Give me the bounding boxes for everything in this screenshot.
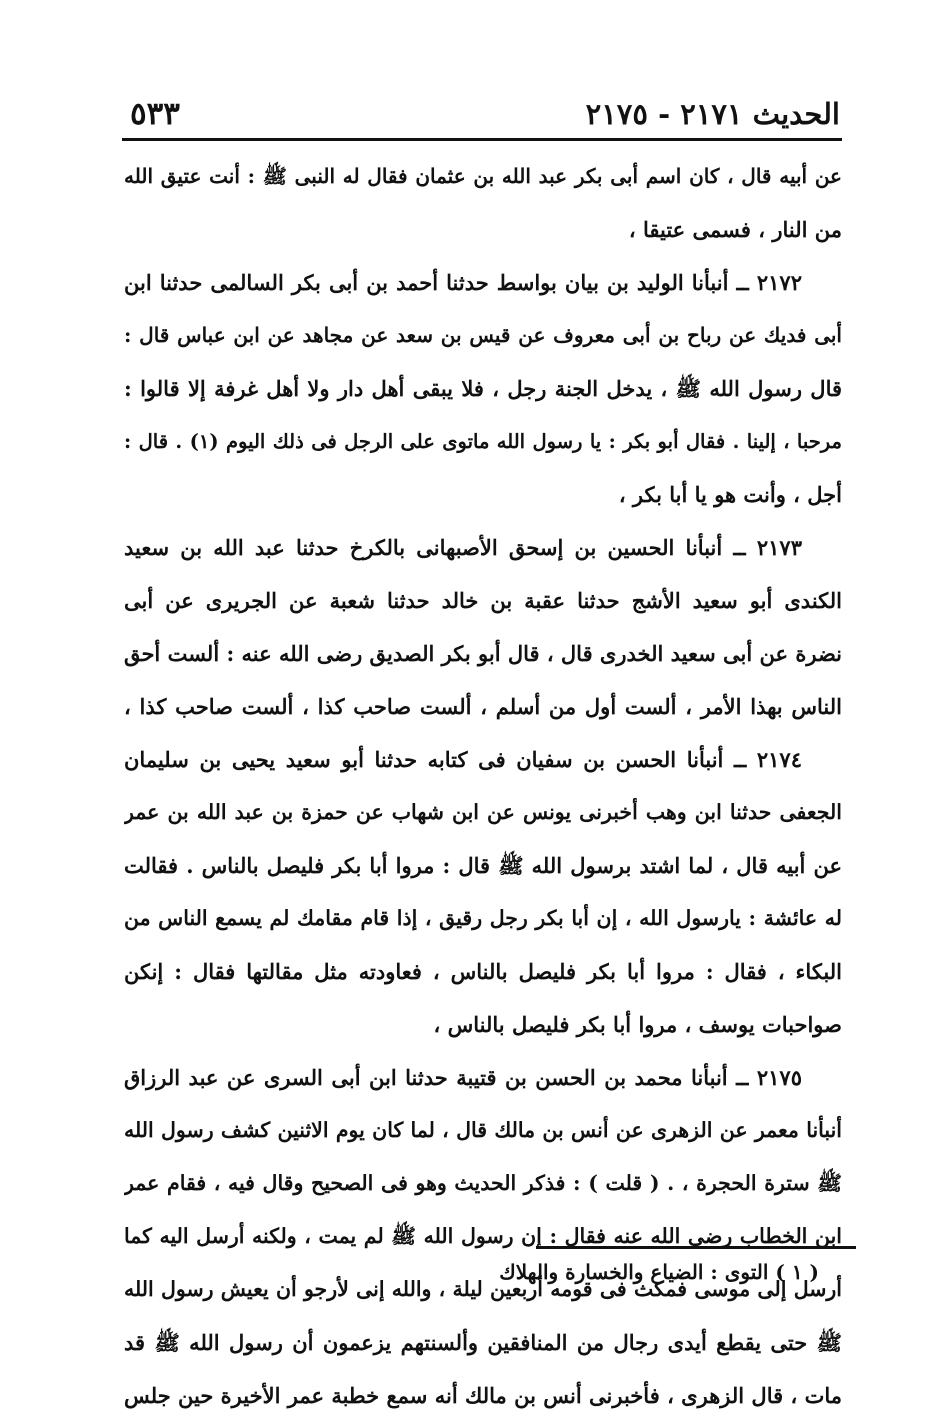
footnote-divider — [536, 1246, 856, 1249]
footnote: ( ١ ) التوى : الضياع والخسارة والهلاك — [499, 1260, 819, 1284]
text-line: عن أبيه قال ، لما اشتد برسول الله ﷺ قال : مروا أبا بكر فليصل بالناس . فقالت — [124, 853, 842, 878]
text-line: البكاء ، فقال : مروا أبا بكر فليصل بالناس ، فعاودته مثل مقالتها فقال : إنكن — [124, 959, 842, 984]
running-header — [122, 92, 840, 136]
text-line: الكندى أبو سعيد الأشج حدثنا عقبة بن خالد حدثنا شعبة عن الجريرى عن أبى — [124, 588, 842, 613]
text-line: أرسل إلى موسى فمكث فى قومه أربعين ليلة ، والله إنى لأرجو أن يعيش رسول الله — [124, 1277, 842, 1301]
text-line: ﷺ سترة الحجرة ، . ( قلت ) : فذكر الحديث وهو فى الصحيح وقال فيه ، فقام عمر — [124, 1171, 842, 1195]
hadith-2174-start: ٢١٧٤ ــ أنبأنا الحسن بن سفيان فى كتابه حدثنا أبو سعيد يحيى بن سليمان — [124, 747, 802, 772]
text-line: أنبأنا معمر عن الزهرى عن أنس بن مالك قال ، لما كان يوم الاثنين كشف رسول الله — [124, 1118, 842, 1142]
text-line: نضرة عن أبى سعيد الخدرى قال ، قال أبو بكر الصديق رضى الله عنه : ألست أحق — [124, 641, 842, 666]
main-text — [124, 150, 842, 1422]
text-line: ابن الخطاب رضى الله عنه فقال : إن رسول الله ﷺ لم يمت ، ولكنه أرسل اليه كما — [124, 1224, 842, 1248]
text-line: قال رسول الله ﷺ ، يدخل الجنة رجل ، فلا يبقى أهل دار ولا أهل غرفة إلا قالوا : — [124, 376, 842, 401]
text-line: له عائشة : يارسول الله ، إن أبا بكر رجل رقيق ، إذا قام مقامك لم يسمع الناس من — [124, 906, 842, 930]
hadith-2175-start: ٢١٧٥ ــ أنبأنا محمد بن الحسن بن قتيبة حدثنا ابن أبى السرى عن عبد الرزاق — [124, 1065, 802, 1090]
text-line: مرحبا ، إلينا . فقال أبو بكر : يا رسول الله ماتوى على الرجل فى ذلك اليوم (١) . قال : — [124, 430, 842, 453]
hadith-2173-start: ٢١٧٣ ــ أنبأنا الحسين بن إسحق الأصبهانى بالكرخ حدثنا عبد الله بن سعيد — [124, 535, 802, 560]
hadith-range-heading: الحديث ٢١٧١ - ٢١٧٥ — [585, 97, 840, 131]
text-line: أجل ، وأنت هو يا أبا بكر ، — [618, 482, 842, 507]
text-line: عن أبيه قال ، كان اسم أبى بكر عبد الله بن عثمان فقال له النبى ﷺ : أنت عتيق الله — [124, 164, 842, 188]
text-line: ﷺ حتى يقطع أيدى رجال من المنافقين وألسنتهم يزعمون أن رسول الله ﷺ قد — [124, 1330, 842, 1355]
text-line: من النار ، فسمى عتيقا ، — [628, 217, 842, 242]
text-line: الناس بهذا الأمر ، ألست أول من أسلم ، ألست صاحب كذا ، ألست صاحب كذا ، — [124, 694, 842, 719]
text-line: صواحبات يوسف ، مروا أبا بكر فليصل بالناس ، — [433, 1012, 842, 1037]
header-divider — [122, 138, 842, 141]
page-number: ٥٣٣ — [130, 96, 180, 132]
text-line: مات ، قال الزهرى ، فأخبرنى أنس بن مالك أنه سمع خطبة عمر الأخيرة حين جلس — [124, 1383, 842, 1408]
text-line: أبى فديك عن رباح بن أبى معروف عن قيس بن سعد عن مجاهد عن ابن عباس قال : — [124, 323, 842, 347]
text-line: الجعفى حدثنا ابن وهب أخبرنى يونس عن ابن شهاب عن حمزة بن عبد الله بن عمر — [124, 800, 842, 824]
hadith-2172-start: ٢١٧٢ ــ أنبأنا الوليد بن بيان بواسط حدثنا أحمد بن أبى بكر السالمى حدثنا ابن — [124, 270, 802, 295]
